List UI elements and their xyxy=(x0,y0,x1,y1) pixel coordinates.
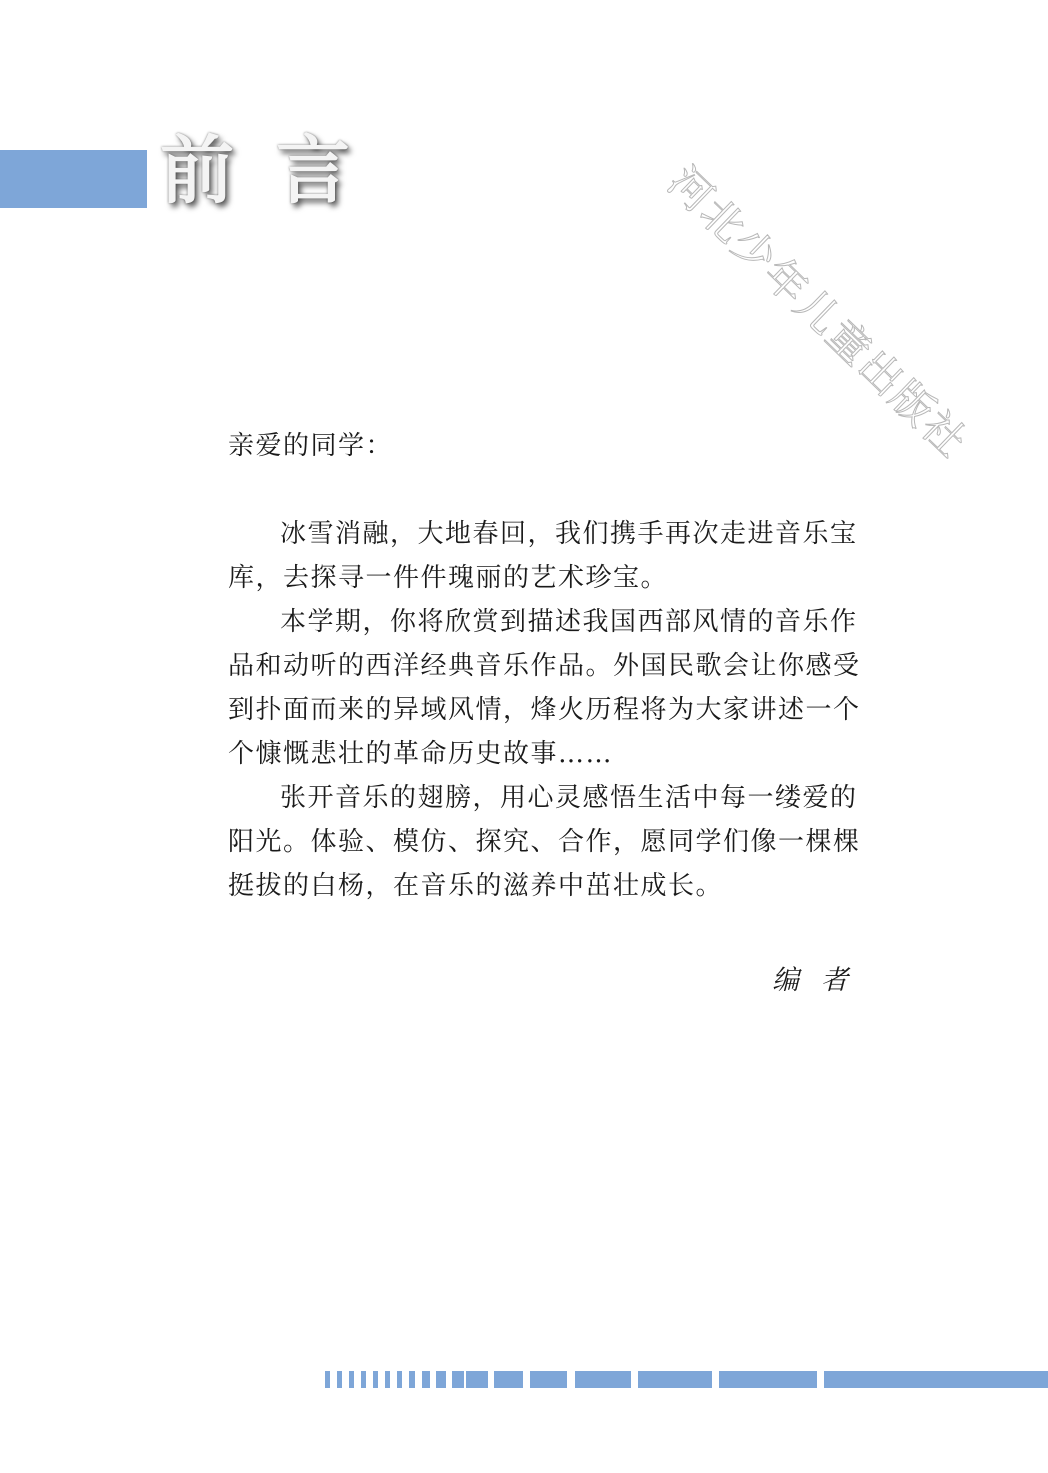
footer-stripe-segment xyxy=(409,1371,415,1388)
preface-body xyxy=(228,424,878,908)
page-title: 前言 xyxy=(160,128,392,214)
paragraph-3: 张开音乐的翅膀，用心灵感悟生活中每一缕爱的阳光。体验、模仿、探究、合作，愿同学们像一棵棵挺拔的白杨，在音乐的滋养中茁壮成长。 xyxy=(228,783,861,901)
footer-stripe-segment xyxy=(337,1371,342,1388)
footer-stripe-segment xyxy=(397,1371,402,1388)
paragraph-2: 本学期，你将欣赏到描述我国西部风情的音乐作品和动听的西洋经典音乐作品。外国民歌会让你感受到扑面而来的异域风情，烽火历程将为大家讲述一个个慷慨悲壮的革命历史故事…… xyxy=(228,607,861,769)
footer-stripe-segment xyxy=(638,1371,712,1388)
signature: 编者 xyxy=(772,965,870,996)
footer-stripe-segment xyxy=(349,1371,354,1388)
footer-stripe-segment xyxy=(373,1371,378,1388)
publisher-watermark: 河北少年儿童出版社 xyxy=(658,157,978,468)
footer-stripe-segment xyxy=(824,1371,1048,1388)
footer-stripe-segment xyxy=(325,1371,330,1388)
footer-stripe-segment xyxy=(361,1371,366,1388)
paragraph-1: 冰雪消融，大地春回，我们携手再次走进音乐宝库，去探寻一件件瑰丽的艺术珍宝。 xyxy=(228,519,858,593)
footer-stripe-segment xyxy=(436,1371,446,1388)
footer-stripe-segment xyxy=(422,1371,430,1388)
header-accent-bar xyxy=(0,150,147,208)
footer-stripe-segment xyxy=(385,1371,390,1388)
footer-stripe-segment xyxy=(494,1371,523,1388)
footer-stripe-segment xyxy=(719,1371,817,1388)
footer-stripe-segment xyxy=(575,1371,631,1388)
footer-stripe-segment xyxy=(530,1371,567,1388)
footer-stripe-segment xyxy=(466,1371,488,1388)
footer-stripe-segment xyxy=(452,1371,464,1388)
greeting: 亲爱的同学： xyxy=(228,431,394,461)
